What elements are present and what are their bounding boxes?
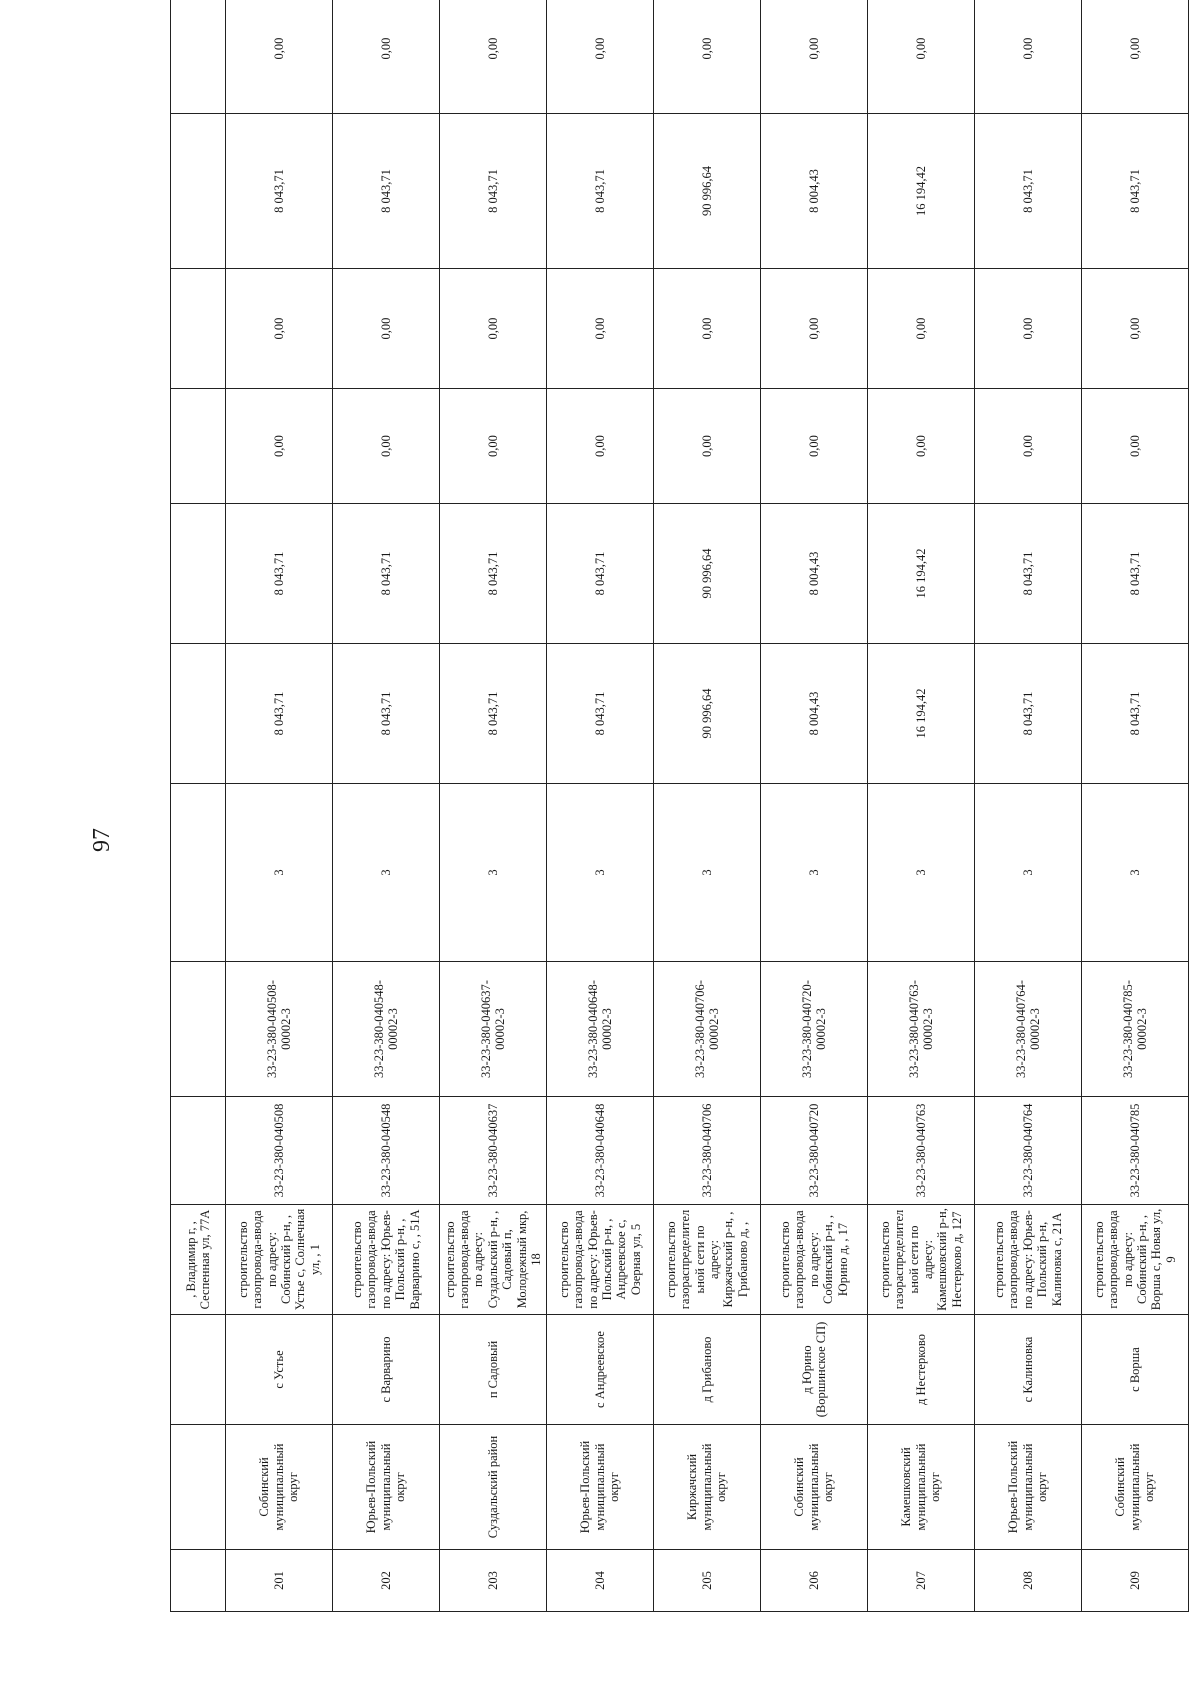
continuation-cell xyxy=(171,0,226,114)
description-cell: строительство газопровода-ввода по адресу: Суздальский р-н, , Садовый п, Молодежный мкр, 18 xyxy=(440,1205,547,1315)
category-cell: 3 xyxy=(654,784,761,962)
value-cell-4: 0,00 xyxy=(975,269,1082,389)
settlement-cell: с Ворша xyxy=(1082,1315,1189,1425)
value-cell-5: 8 004,43 xyxy=(761,114,868,269)
continuation-row xyxy=(171,0,226,1612)
value-cell-5: 90 996,64 xyxy=(654,114,761,269)
district-cell: Юрьев-Польский муниципальный округ xyxy=(333,1425,440,1550)
value-cell-5: 8 043,71 xyxy=(547,114,654,269)
category-cell: 3 xyxy=(868,784,975,962)
object-code-cell: 33-23-380-040637 xyxy=(440,1097,547,1205)
continuation-cell xyxy=(171,784,226,962)
table-row xyxy=(333,0,440,1612)
row-number-cell: 202 xyxy=(333,1550,440,1612)
value-cell-1: 16 194,42 xyxy=(868,644,975,784)
row-number-cell: 206 xyxy=(761,1550,868,1612)
continuation-cell xyxy=(171,389,226,504)
category-cell: 3 xyxy=(226,784,333,962)
full-code-cell: 33-23-380-040706-00002-3 xyxy=(654,962,761,1097)
value-cell-6: 0,00 xyxy=(226,0,333,114)
district-cell: Суздальский район xyxy=(440,1425,547,1550)
table-container xyxy=(170,37,1178,1612)
value-cell-3: 0,00 xyxy=(226,389,333,504)
row-number-cell: 205 xyxy=(654,1550,761,1612)
category-cell: 3 xyxy=(547,784,654,962)
value-cell-2: 8 043,71 xyxy=(547,504,654,644)
table-row xyxy=(226,0,333,1612)
value-cell-6: 0,00 xyxy=(547,0,654,114)
table-row xyxy=(1082,0,1189,1612)
continuation-cell xyxy=(171,1550,226,1612)
value-cell-3: 0,00 xyxy=(1082,389,1189,504)
value-cell-2: 16 194,42 xyxy=(868,504,975,644)
value-cell-6: 0,00 xyxy=(333,0,440,114)
table-row xyxy=(868,0,975,1612)
district-cell: Юрьев-Польский муниципальный округ xyxy=(547,1425,654,1550)
continuation-cell xyxy=(171,644,226,784)
value-cell-2: 8 004,43 xyxy=(761,504,868,644)
settlement-cell: с Андреевское xyxy=(547,1315,654,1425)
category-cell: 3 xyxy=(1082,784,1189,962)
settlement-cell: д Юрино (Воршинское СП) xyxy=(761,1315,868,1425)
value-cell-4: 0,00 xyxy=(868,269,975,389)
value-cell-1: 8 043,71 xyxy=(975,644,1082,784)
value-cell-2: 8 043,71 xyxy=(975,504,1082,644)
description-cell: строительство газопровода-ввода по адресу: Собинский р-н, , Устье с, Солнечная ул, , 1 xyxy=(226,1205,333,1315)
value-cell-2: 8 043,71 xyxy=(226,504,333,644)
value-cell-4: 0,00 xyxy=(333,269,440,389)
category-cell: 3 xyxy=(761,784,868,962)
value-cell-1: 8 043,71 xyxy=(1082,644,1189,784)
continuation-cell xyxy=(171,962,226,1097)
value-cell-1: 8 004,43 xyxy=(761,644,868,784)
table-row xyxy=(654,0,761,1612)
row-number-cell: 208 xyxy=(975,1550,1082,1612)
value-cell-5: 8 043,71 xyxy=(1082,114,1189,269)
continuation-cell xyxy=(171,504,226,644)
settlement-cell: д Грибаново xyxy=(654,1315,761,1425)
value-cell-5: 8 043,71 xyxy=(975,114,1082,269)
register-table xyxy=(170,0,1189,1612)
object-code-cell: 33-23-380-040706 xyxy=(654,1097,761,1205)
continuation-address: , Владимир г, , Сеспенная ул, 77А xyxy=(171,1205,226,1315)
value-cell-3: 0,00 xyxy=(333,389,440,504)
object-code-cell: 33-23-380-040508 xyxy=(226,1097,333,1205)
value-cell-6: 0,00 xyxy=(868,0,975,114)
district-cell: Собинский муниципальный округ xyxy=(761,1425,868,1550)
value-cell-1: 8 043,71 xyxy=(226,644,333,784)
value-cell-6: 0,00 xyxy=(654,0,761,114)
value-cell-3: 0,00 xyxy=(761,389,868,504)
table-row xyxy=(975,0,1082,1612)
full-code-cell: 33-23-380-040637-00002-3 xyxy=(440,962,547,1097)
full-code-cell: 33-23-380-040548-00002-3 xyxy=(333,962,440,1097)
value-cell-5: 8 043,71 xyxy=(440,114,547,269)
value-cell-4: 0,00 xyxy=(547,269,654,389)
description-cell: строительство газораспределительной сети по адресу: Киржачский р-н, , Грибаново д, , xyxy=(654,1205,761,1315)
value-cell-4: 0,00 xyxy=(761,269,868,389)
full-code-cell: 33-23-380-040648-00002-3 xyxy=(547,962,654,1097)
value-cell-1: 8 043,71 xyxy=(547,644,654,784)
table-row xyxy=(547,0,654,1612)
value-cell-4: 0,00 xyxy=(654,269,761,389)
value-cell-3: 0,00 xyxy=(654,389,761,504)
value-cell-2: 8 043,71 xyxy=(333,504,440,644)
description-cell: строительство газопровода-ввода по адресу: Юрьев-Польский р-н, Калиновка с, 21А xyxy=(975,1205,1082,1315)
value-cell-3: 0,00 xyxy=(440,389,547,504)
value-cell-1: 8 043,71 xyxy=(333,644,440,784)
category-cell: 3 xyxy=(975,784,1082,962)
settlement-cell: с Калиновка xyxy=(975,1315,1082,1425)
value-cell-1: 8 043,71 xyxy=(440,644,547,784)
description-cell: строительство газопровода-ввода по адресу: Юрьев-Польский р-н, , Варварино с, , 51А xyxy=(333,1205,440,1315)
value-cell-5: 8 043,71 xyxy=(333,114,440,269)
district-cell: Собинский муниципальный округ xyxy=(226,1425,333,1550)
description-cell: строительство газораспределительной сети по адресу: Камешковский р-н, Нестерково д, 127 xyxy=(868,1205,975,1315)
value-cell-5: 8 043,71 xyxy=(226,114,333,269)
value-cell-4: 0,00 xyxy=(226,269,333,389)
description-cell: строительство газопровода-ввода по адресу: Юрьев-Польский р-н, , Андреевское с, Озерная ул, 5 xyxy=(547,1205,654,1315)
description-cell: строительство газопровода-ввода по адресу: Собинский р-н, , Юрино д, , 17 xyxy=(761,1205,868,1315)
value-cell-4: 0,00 xyxy=(440,269,547,389)
category-cell: 3 xyxy=(440,784,547,962)
district-cell: Киржачский муниципальный округ xyxy=(654,1425,761,1550)
value-cell-2: 8 043,71 xyxy=(1082,504,1189,644)
value-cell-6: 0,00 xyxy=(440,0,547,114)
value-cell-6: 0,00 xyxy=(761,0,868,114)
value-cell-3: 0,00 xyxy=(868,389,975,504)
full-code-cell: 33-23-380-040508-00002-3 xyxy=(226,962,333,1097)
district-cell: Собинский муниципальный округ xyxy=(1082,1425,1189,1550)
value-cell-3: 0,00 xyxy=(975,389,1082,504)
value-cell-4: 0,00 xyxy=(1082,269,1189,389)
settlement-cell: с Варварино xyxy=(333,1315,440,1425)
category-cell: 3 xyxy=(333,784,440,962)
value-cell-1: 90 996,64 xyxy=(654,644,761,784)
row-number-cell: 204 xyxy=(547,1550,654,1612)
page-number: 97 xyxy=(89,828,115,852)
district-cell: Камешковский муниципальный округ xyxy=(868,1425,975,1550)
settlement-cell: д Нестерково xyxy=(868,1315,975,1425)
object-code-cell: 33-23-380-040763 xyxy=(868,1097,975,1205)
full-code-cell: 33-23-380-040720-00002-3 xyxy=(761,962,868,1097)
value-cell-6: 0,00 xyxy=(975,0,1082,114)
object-code-cell: 33-23-380-040548 xyxy=(333,1097,440,1205)
full-code-cell: 33-23-380-040763-00002-3 xyxy=(868,962,975,1097)
continuation-cell xyxy=(171,269,226,389)
object-code-cell: 33-23-380-040764 xyxy=(975,1097,1082,1205)
value-cell-5: 16 194,42 xyxy=(868,114,975,269)
table-row xyxy=(761,0,868,1612)
object-code-cell: 33-23-380-040720 xyxy=(761,1097,868,1205)
value-cell-3: 0,00 xyxy=(547,389,654,504)
row-number-cell: 203 xyxy=(440,1550,547,1612)
full-code-cell: 33-23-380-040764-00002-3 xyxy=(975,962,1082,1097)
district-cell: Юрьев-Польский муниципальный округ xyxy=(975,1425,1082,1550)
object-code-cell: 33-23-380-040648 xyxy=(547,1097,654,1205)
value-cell-6: 0,00 xyxy=(1082,0,1189,114)
value-cell-2: 90 996,64 xyxy=(654,504,761,644)
continuation-cell xyxy=(171,1425,226,1550)
continuation-cell xyxy=(171,1315,226,1425)
row-number-cell: 209 xyxy=(1082,1550,1189,1612)
description-cell: строительство газопровода-ввода по адресу: Собинский р-н, , Ворша с, Новая ул, 9 xyxy=(1082,1205,1189,1315)
settlement-cell: с Устье xyxy=(226,1315,333,1425)
settlement-cell: п Садовый xyxy=(440,1315,547,1425)
continuation-cell xyxy=(171,114,226,269)
table-row xyxy=(440,0,547,1612)
full-code-cell: 33-23-380-040785-00002-3 xyxy=(1082,962,1189,1097)
row-number-cell: 207 xyxy=(868,1550,975,1612)
object-code-cell: 33-23-380-040785 xyxy=(1082,1097,1189,1205)
continuation-cell xyxy=(171,1097,226,1205)
value-cell-2: 8 043,71 xyxy=(440,504,547,644)
row-number-cell: 201 xyxy=(226,1550,333,1612)
